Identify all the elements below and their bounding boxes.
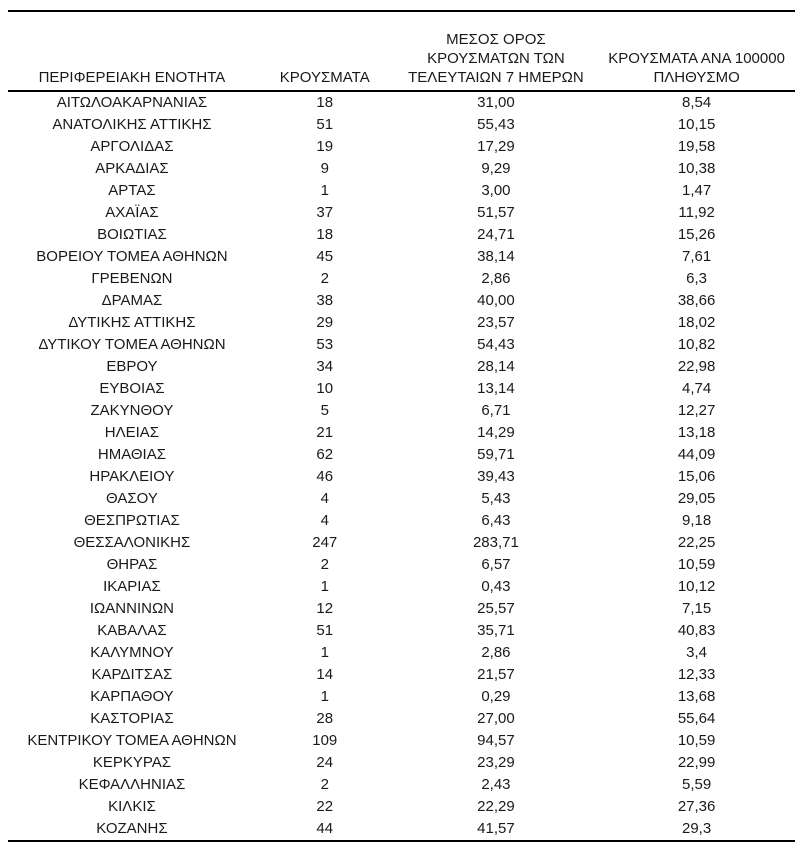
cell-regional-unit: ΒΟΙΩΤΙΑΣ (97, 226, 167, 243)
cell-cases-per-100000: 22,25 (677, 534, 716, 551)
cell-cases-per-100000: 27,36 (677, 798, 716, 815)
cell-regional-unit: ΚΙΛΚΙΣ (108, 798, 156, 815)
cell-regional-unit: ΘΑΣΟΥ (106, 490, 158, 507)
cell-avg-cases-7-days: 55,43 (477, 116, 515, 133)
cell-avg-cases-7-days: 283,71 (472, 534, 519, 551)
table-row (8, 664, 795, 686)
cell-avg-cases-7-days: 24,71 (477, 226, 515, 243)
cell-cases-per-100000: 22,99 (677, 754, 716, 771)
cell-regional-unit: ΚΕΡΚΥΡΑΣ (92, 754, 172, 771)
cell-cases: 37 (316, 204, 334, 221)
col-header-cases-per-100000 (598, 11, 795, 91)
table-row (8, 202, 795, 224)
cell-regional-unit: ΚΑΡΠΑΘΟΥ (90, 688, 174, 705)
cell-regional-unit: ΗΡΑΚΛΕΙΟΥ (89, 468, 175, 485)
table-row (8, 532, 795, 554)
table-row (8, 444, 795, 466)
cell-regional-unit: ΗΜΑΘΙΑΣ (97, 446, 167, 463)
table-row (8, 708, 795, 730)
cell-cases-per-100000: 40,83 (677, 622, 716, 639)
table-row (8, 378, 795, 400)
cell-cases: 10 (316, 380, 334, 397)
header-line: ΚΡΟΥΣΜΑΤΑ ΑΝΑ 100000 (608, 50, 785, 67)
regional-cases-table (8, 10, 795, 842)
cell-avg-cases-7-days: 54,43 (477, 336, 515, 353)
table-body (8, 91, 795, 841)
cell-cases: 18 (316, 226, 334, 243)
table-header-row (8, 11, 795, 91)
cell-regional-unit: ΑΧΑΪΑΣ (105, 204, 159, 221)
cell-regional-unit: ΚΑΛΥΜΝΟΥ (90, 644, 174, 661)
table-row (8, 774, 795, 796)
cell-cases-per-100000: 29,05 (677, 490, 716, 507)
cell-cases: 51 (316, 116, 334, 133)
cell-cases-per-100000: 29,3 (682, 820, 712, 837)
cell-cases-per-100000: 9,18 (682, 512, 712, 529)
cell-regional-unit: ΘΕΣΠΡΩΤΙΑΣ (84, 512, 180, 529)
cell-cases-per-100000: 6,3 (686, 270, 708, 287)
cell-avg-cases-7-days: 38,14 (477, 248, 515, 265)
cell-regional-unit: ΙΩΑΝΝΙΝΩΝ (89, 600, 174, 617)
cell-avg-cases-7-days: 2,43 (481, 776, 511, 793)
cell-regional-unit: ΗΛΕΙΑΣ (104, 424, 160, 441)
table-row (8, 686, 795, 708)
cell-avg-cases-7-days: 28,14 (477, 358, 515, 375)
cell-regional-unit: ΖΑΚΥΝΘΟΥ (90, 402, 174, 419)
col-header-avg-cases-7-days (394, 11, 599, 91)
cell-cases-per-100000: 19,58 (677, 138, 716, 155)
cell-avg-cases-7-days: 22,29 (477, 798, 515, 815)
cell-cases: 46 (316, 468, 334, 485)
col-header-cases (256, 11, 394, 91)
cell-cases: 22 (316, 798, 334, 815)
cell-avg-cases-7-days: 6,43 (481, 512, 511, 529)
cell-cases: 109 (312, 732, 338, 749)
cell-regional-unit: ΚΟΖΑΝΗΣ (96, 820, 168, 837)
header-line: ΠΕΡΙΦΕΡΕΙΑΚΗ ΕΝΟΤΗΤΑ (38, 69, 226, 86)
cell-avg-cases-7-days: 27,00 (477, 710, 515, 727)
cell-cases-per-100000: 7,61 (682, 248, 712, 265)
table-row (8, 312, 795, 334)
cell-regional-unit: ΕΥΒΟΙΑΣ (99, 380, 165, 397)
cell-cases-per-100000: 18,02 (677, 314, 716, 331)
table-row (8, 136, 795, 158)
cell-avg-cases-7-days: 23,57 (477, 314, 515, 331)
cell-avg-cases-7-days: 94,57 (477, 732, 515, 749)
cell-cases-per-100000: 12,33 (677, 666, 716, 683)
header-line: ΚΡΟΥΣΜΑΤΑ (279, 69, 370, 86)
cell-cases: 21 (316, 424, 334, 441)
cell-avg-cases-7-days: 40,00 (477, 292, 515, 309)
cell-regional-unit: ΑΝΑΤΟΛΙΚΗΣ ΑΤΤΙΚΗΣ (52, 116, 212, 133)
table-row (8, 752, 795, 774)
cell-regional-unit: ΔΡΑΜΑΣ (101, 292, 163, 309)
cell-cases-per-100000: 12,27 (677, 402, 716, 419)
cell-avg-cases-7-days: 17,29 (477, 138, 515, 155)
cell-regional-unit: ΚΑΒΑΛΑΣ (97, 622, 167, 639)
cell-avg-cases-7-days: 9,29 (481, 160, 511, 177)
cell-cases: 2 (320, 270, 329, 287)
table-row (8, 246, 795, 268)
cell-cases: 24 (316, 754, 334, 771)
cell-regional-unit: ΘΕΣΣΑΛΟΝΙΚΗΣ (73, 534, 191, 551)
cell-regional-unit: ΑΡΤΑΣ (108, 182, 156, 199)
cell-avg-cases-7-days: 41,57 (477, 820, 515, 837)
cell-avg-cases-7-days: 21,57 (477, 666, 515, 683)
cell-cases-per-100000: 44,09 (677, 446, 716, 463)
cell-regional-unit: ΙΚΑΡΙΑΣ (103, 578, 161, 595)
cell-regional-unit: ΑΡΓΟΛΙΔΑΣ (90, 138, 174, 155)
cell-cases-per-100000: 55,64 (677, 710, 716, 727)
cell-avg-cases-7-days: 2,86 (481, 644, 511, 661)
table-row (8, 620, 795, 642)
cell-cases-per-100000: 13,68 (677, 688, 716, 705)
cell-cases: 5 (320, 402, 329, 419)
cell-avg-cases-7-days: 5,43 (481, 490, 511, 507)
cell-avg-cases-7-days: 31,00 (477, 94, 515, 111)
table-row (8, 422, 795, 444)
cell-cases: 9 (320, 160, 329, 177)
table-row (8, 290, 795, 312)
cell-regional-unit: ΔΥΤΙΚΗΣ ΑΤΤΙΚΗΣ (68, 314, 196, 331)
cell-regional-unit: ΚΕΦΑΛΛΗΝΙΑΣ (78, 776, 186, 793)
cell-cases-per-100000: 15,06 (677, 468, 716, 485)
cell-avg-cases-7-days: 0,43 (481, 578, 511, 595)
cell-cases: 2 (320, 776, 329, 793)
cell-regional-unit: ΘΗΡΑΣ (106, 556, 158, 573)
table-row (8, 488, 795, 510)
table-row (8, 334, 795, 356)
table-row (8, 356, 795, 378)
table-row (8, 268, 795, 290)
cell-avg-cases-7-days: 35,71 (477, 622, 515, 639)
cell-cases: 44 (316, 820, 334, 837)
cell-avg-cases-7-days: 13,14 (477, 380, 515, 397)
cell-avg-cases-7-days: 51,57 (477, 204, 515, 221)
cell-avg-cases-7-days: 6,57 (481, 556, 511, 573)
col-header-regional-unit (8, 11, 256, 91)
cell-regional-unit: ΚΕΝΤΡΙΚΟΥ ΤΟΜΕΑ ΑΘΗΝΩΝ (27, 732, 237, 749)
cell-cases-per-100000: 13,18 (677, 424, 716, 441)
cell-avg-cases-7-days: 2,86 (481, 270, 511, 287)
cell-cases-per-100000: 5,59 (682, 776, 712, 793)
cell-cases-per-100000: 3,4 (686, 644, 708, 661)
cell-cases: 18 (316, 94, 334, 111)
cell-cases-per-100000: 10,82 (677, 336, 716, 353)
cell-regional-unit: ΒΟΡΕΙΟΥ ΤΟΜΕΑ ΑΘΗΝΩΝ (36, 248, 228, 265)
cell-regional-unit: ΓΡΕΒΕΝΩΝ (91, 270, 173, 287)
cell-avg-cases-7-days: 39,43 (477, 468, 515, 485)
cell-cases: 19 (316, 138, 334, 155)
table-row (8, 796, 795, 818)
cell-cases: 247 (312, 534, 338, 551)
cell-cases: 2 (320, 556, 329, 573)
cell-cases-per-100000: 11,92 (678, 204, 715, 221)
header-line: ΤΕΛΕΥΤΑΙΩΝ 7 ΗΜΕΡΩΝ (408, 69, 584, 86)
header-line: ΜΕΣΟΣ ΟΡΟΣ (446, 31, 546, 48)
cell-cases: 1 (320, 578, 329, 595)
cell-cases: 1 (320, 688, 329, 705)
table-row (8, 466, 795, 488)
cell-regional-unit: ΚΑΣΤΟΡΙΑΣ (90, 710, 174, 727)
table-row (8, 91, 795, 114)
cell-regional-unit: ΕΒΡΟΥ (106, 358, 158, 375)
cell-cases-per-100000: 10,59 (677, 556, 716, 573)
cell-cases-per-100000: 8,54 (682, 94, 712, 111)
cell-cases-per-100000: 15,26 (677, 226, 716, 243)
cell-cases: 1 (320, 182, 329, 199)
cell-cases-per-100000: 7,15 (682, 600, 712, 617)
cell-cases-per-100000: 10,12 (677, 578, 716, 595)
table-row (8, 114, 795, 136)
header-line: ΠΛΗΘΥΣΜΟ (653, 69, 740, 86)
table-row (8, 180, 795, 202)
table-row (8, 598, 795, 620)
cell-cases: 12 (316, 600, 334, 617)
cell-avg-cases-7-days: 6,71 (481, 402, 511, 419)
cell-cases: 38 (316, 292, 334, 309)
cell-cases: 4 (320, 512, 329, 529)
cell-cases: 29 (316, 314, 334, 331)
cell-cases-per-100000: 4,74 (682, 380, 712, 397)
header-line: ΚΡΟΥΣΜΑΤΩΝ ΤΩΝ (427, 50, 565, 67)
cell-cases: 28 (316, 710, 334, 727)
cell-cases: 53 (316, 336, 334, 353)
cell-cases-per-100000: 38,66 (677, 292, 716, 309)
cell-avg-cases-7-days: 25,57 (477, 600, 515, 617)
cell-cases: 4 (320, 490, 329, 507)
cell-cases: 62 (316, 446, 334, 463)
cell-cases-per-100000: 10,15 (677, 116, 716, 133)
cell-cases: 45 (316, 248, 334, 265)
table-row (8, 224, 795, 246)
table-row (8, 510, 795, 532)
cell-cases: 1 (320, 644, 329, 661)
cell-cases: 34 (316, 358, 334, 375)
cell-cases: 51 (316, 622, 334, 639)
cell-regional-unit: ΑΙΤΩΛΟΑΚΑΡΝΑΝΙΑΣ (56, 94, 208, 111)
cell-avg-cases-7-days: 3,00 (481, 182, 511, 199)
cell-cases-per-100000: 1,47 (682, 182, 712, 199)
cell-regional-unit: ΚΑΡΔΙΤΣΑΣ (91, 666, 173, 683)
cell-cases-per-100000: 22,98 (677, 358, 716, 375)
table-row (8, 642, 795, 664)
cell-cases-per-100000: 10,38 (677, 160, 716, 177)
table-row (8, 818, 795, 841)
cell-avg-cases-7-days: 14,29 (477, 424, 515, 441)
table-row (8, 554, 795, 576)
table-row (8, 576, 795, 598)
cell-avg-cases-7-days: 0,29 (481, 688, 511, 705)
cell-avg-cases-7-days: 59,71 (477, 446, 515, 463)
cell-cases: 14 (316, 666, 334, 683)
table-row (8, 158, 795, 180)
table-row (8, 730, 795, 752)
cell-avg-cases-7-days: 23,29 (477, 754, 515, 771)
cell-regional-unit: ΔΥΤΙΚΟΥ ΤΟΜΕΑ ΑΘΗΝΩΝ (38, 336, 226, 353)
cell-cases-per-100000: 10,59 (677, 732, 716, 749)
table-row (8, 400, 795, 422)
cell-regional-unit: ΑΡΚΑΔΙΑΣ (95, 160, 169, 177)
